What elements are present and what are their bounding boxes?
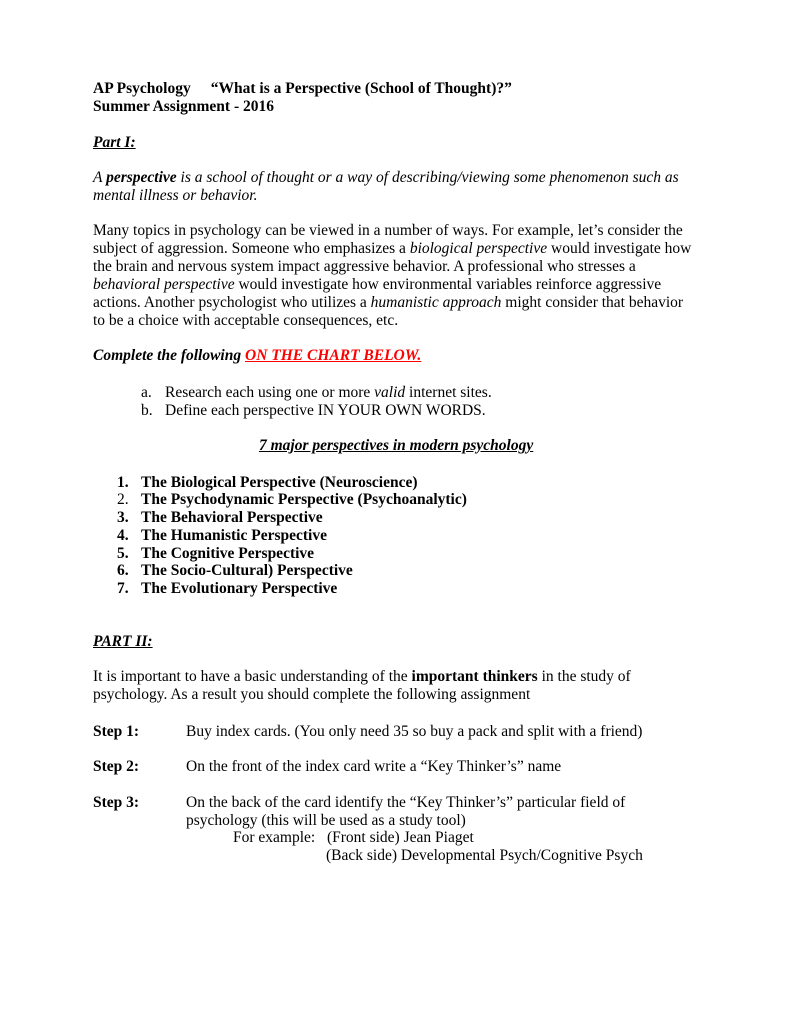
- item-number: 5.: [117, 545, 129, 562]
- item-text: internet sites.: [409, 384, 492, 401]
- item-number: 6.: [117, 562, 129, 579]
- item-label: The Psychodynamic Perspective (Psychoanalytic): [141, 491, 467, 508]
- paragraph-text: might consider that behavior: [505, 294, 684, 311]
- definition-text: is a school of thought or a way of describing/viewing some phenomenon such as: [180, 169, 679, 186]
- item-text: Define each perspective IN YOUR OWN WORDS.: [165, 402, 486, 419]
- item-label: The Socio-Cultural) Perspective: [141, 562, 353, 579]
- definition-article: A: [93, 169, 103, 186]
- paragraph-line-6: to be a choice with acceptable consequences, etc.: [93, 312, 399, 329]
- list-item-a: [141, 384, 492, 402]
- perspective-item-5: [117, 545, 314, 563]
- course-name: AP Psychology: [93, 80, 191, 97]
- step-2-label: Step 2:: [93, 758, 140, 775]
- term-biological: biological perspective: [409, 240, 548, 257]
- item-emphasis: valid: [374, 384, 406, 401]
- step-3-continuation: psychology (this will be used as a study tool): [186, 812, 466, 829]
- instruction-text: Complete the following: [93, 347, 242, 364]
- step-3-text: On the back of the card identify the “Key Thinker’s” particular field of: [186, 794, 626, 811]
- item-marker: a.: [141, 384, 152, 401]
- definition-term: perspective: [106, 169, 177, 186]
- paragraph-text: subject of aggression. Someone who emphasizes a: [93, 240, 406, 257]
- step-1-text: Buy index cards. (You only need 35 so buy a pack and split with a friend): [186, 723, 643, 740]
- definition-line-1: [93, 169, 679, 187]
- intro-text: It is important to have a basic understanding of the: [93, 668, 408, 685]
- paragraph-line-2: [93, 240, 691, 258]
- item-label: The Evolutionary Perspective: [141, 580, 338, 597]
- perspective-item-7: [117, 580, 337, 598]
- chart-callout: ON THE CHART BELOW.: [245, 347, 422, 364]
- item-marker: b.: [141, 402, 153, 419]
- item-number: 1.: [117, 474, 129, 491]
- part2-intro-line-2: psychology. As a result you should complete the following assignment: [93, 686, 531, 703]
- step-1-label: Step 1:: [93, 723, 140, 740]
- item-text: Research each using one or more: [165, 384, 371, 401]
- paragraph-text: would investigate how: [551, 240, 692, 257]
- example-label: For example:: [233, 829, 316, 846]
- perspectives-list-title: 7 major perspectives in modern psychology: [259, 437, 534, 454]
- term-behavioral: behavioral perspective: [93, 276, 235, 293]
- intro-text: in the study of: [541, 668, 631, 685]
- item-number: 4.: [117, 527, 129, 544]
- part1-heading: Part I:: [93, 134, 136, 151]
- definition-line-2: mental illness or behavior.: [93, 187, 258, 204]
- perspective-item-6: [117, 562, 353, 580]
- item-label: The Behavioral Perspective: [141, 509, 323, 526]
- item-number: 7.: [117, 580, 129, 597]
- paragraph-text: would investigate how environmental variables reinforce aggressive: [238, 276, 662, 293]
- example-line-front: [233, 829, 474, 847]
- item-label: The Cognitive Perspective: [141, 545, 315, 562]
- item-number: 2.: [117, 491, 129, 508]
- doc-title: [93, 80, 512, 98]
- perspective-item-1: [117, 474, 418, 492]
- doc-subtitle: Summer Assignment - 2016: [93, 98, 274, 115]
- part2-intro-line-1: [93, 668, 631, 686]
- list-item-b: [141, 402, 486, 420]
- paragraph-line-4: [93, 276, 661, 294]
- perspective-item-4: [117, 527, 327, 545]
- term-humanistic: humanistic approach: [370, 294, 502, 311]
- example-front: (Front side) Jean Piaget: [326, 829, 474, 846]
- instruction-line: [93, 347, 421, 365]
- item-number: 3.: [117, 509, 129, 526]
- step-2-text: On the front of the index card write a “Key Thinker’s” name: [186, 758, 562, 775]
- part2-heading: PART II:: [93, 633, 153, 650]
- intro-emphasis: important thinkers: [411, 668, 538, 685]
- item-label: The Humanistic Perspective: [141, 527, 327, 544]
- assignment-title: “What is a Perspective (School of Thought)?”: [210, 80, 512, 97]
- perspective-item-3: [117, 509, 323, 527]
- step-3-label: Step 3:: [93, 794, 140, 811]
- example-line-back: (Back side) Developmental Psych/Cognitive Psych: [326, 847, 643, 864]
- paragraph-line-5: [93, 294, 683, 312]
- perspective-item-2: [117, 491, 467, 509]
- item-label: The Biological Perspective (Neuroscience): [141, 474, 418, 491]
- paragraph-text: actions. Another psychologist who utilizes a: [93, 294, 367, 311]
- paragraph-line-1: Many topics in psychology can be viewed in a number of ways. For example, let’s consider the: [93, 222, 683, 239]
- paragraph-line-3: the brain and nervous system impact aggressive behavior. A professional who stresses a: [93, 258, 636, 275]
